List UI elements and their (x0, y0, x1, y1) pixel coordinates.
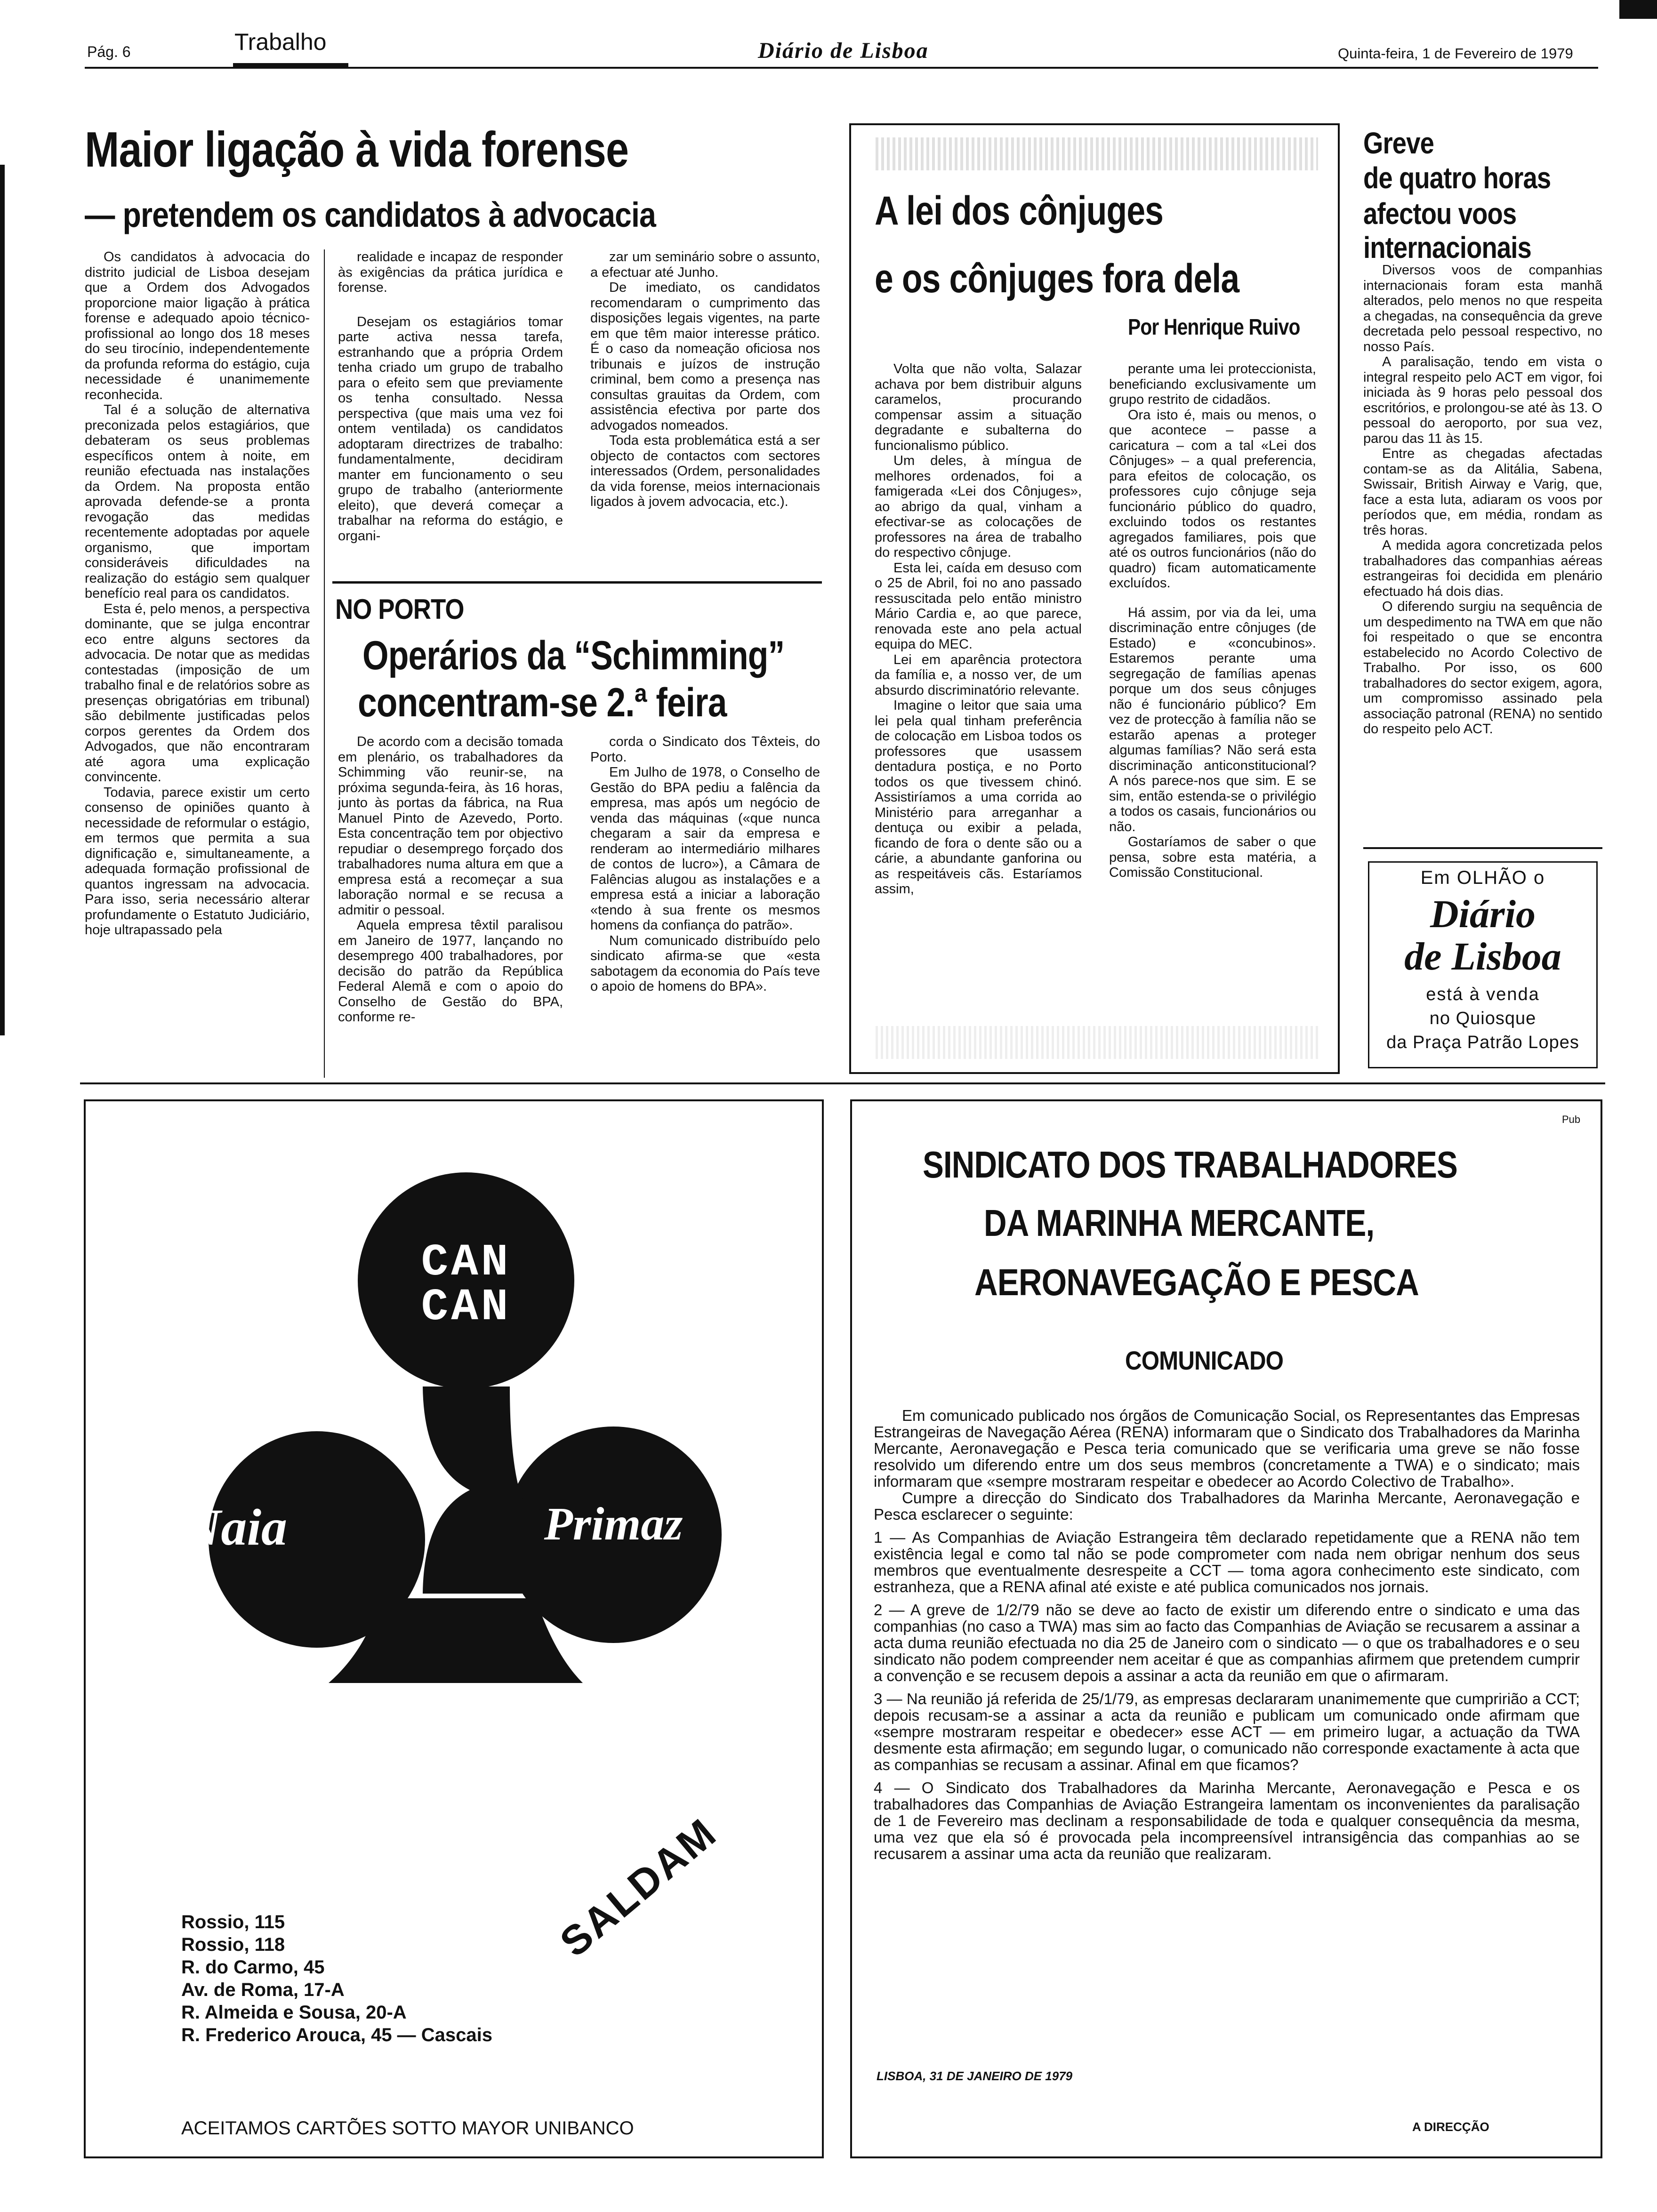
olhao-line-3: no Quiosque (1429, 1009, 1536, 1028)
paragraph: Esta lei, caída em desuso com o 25 de Abril, foi no ano passado ressuscitada pelo então ministro Mário Cardia e, ao que parece, renovada este ano pela actual equipa do MEC. (875, 560, 1082, 652)
notice-item: 1 — As Companhias de Aviação Estrangeira têm declarado repetidamente que a RENA não tem existência legal e como tal não se pode comprometer com nada nem obrigar nenhum dos seus membros que eventualmente desrespeite a CCT — toma agora conhecimento este sindicato, com estranheza, que a RENA afinal até existe e até publica comunicados nos jornais. (874, 1529, 1580, 1595)
porto-headline-2: concentram-se 2.ª feira (358, 680, 727, 725)
paragraph: Diversos voos de companhias internacionais foram esta manhã alterados, pelo menos no que respeita a chegadas, na consequência da greve decretada pelo pessoal respectivo, no nosso País. (1363, 263, 1602, 354)
porto-top-rule (332, 581, 822, 584)
union-title-1: SINDICATO DOS TRABALHADORES (923, 1144, 1457, 1186)
intro-paragraph: Em comunicado publicado nos órgãos de Comunicação Social, os Representantes das Empresas Estrangeiras de Navegação Aérea (RENA) informaram que o Sindicato dos Trabalhadores da Marinha Mercante, Aeronavegação e Pesca teria comunicado que se verificaria uma greve se não fosse resolvido um diferendo entre um dos seus membros (concretamente a TWA) e o sindicato; mais informaram que «sempre mostraram respeitar e obedecer ao Acordo Colectivo de Trabalho». (874, 1407, 1580, 1490)
greve-headline-3: afectou voos (1363, 197, 1517, 231)
paragraph: Entre as chegadas afectadas contam-se as da Alitália, Sabena, Swissair, British Airway e Varig, que, face a esta luta, adiaram os voos por períodos que, em média, rondam as três horas. (1363, 446, 1602, 538)
column-rule (324, 249, 325, 1078)
paragraph: Ora isto é, mais ou menos, o que acontece – passe a caricatura – com a tal «Lei dos Cônjuges» – a qual preferencia, para efeitos de colocação, os professores cujo cônjuge seja funcionário público do quadro, excluindo todos os restantes agregados familiares, pois que até os outros funcionários (não do quadro) ficam automaticamente excluídos. (1109, 407, 1316, 591)
paragraph: corda o Sindicato dos Têxteis, do Porto. (590, 734, 820, 765)
greve-headline-1: Greve (1363, 126, 1434, 160)
conjuges-headline-1: A lei dos cônjuges (875, 188, 1164, 233)
lead-col-3 (590, 249, 820, 569)
conjuges-halftone (876, 137, 1318, 170)
greve-body (1363, 263, 1602, 846)
notice-signature: A DIRECÇÃO (1412, 2120, 1489, 2134)
left-edge-bar (0, 165, 5, 1035)
union-body (874, 1407, 1580, 1862)
conjuges-headline-2: e os cônjuges fora dela (875, 256, 1239, 301)
paragraph: Aquela empresa têxtil paralisou em Janeiro de 1977, lançando no desemprego 400 trabalhadores, por decisão do patrão da República Federal Alemã e com o apoio do Conselho de Gestão do BPA, conforme re- (338, 918, 563, 1025)
paragraph: Tal é a solução de alternativa preconizada pelos estagiários, que debateram os seus problemas específicos ontem à noite, em reunião efectuada nas instalações da Ordem. Na proposta então aprovada defende-se a pronta revogação das medidas recentemente adoptadas por aquele organismo, que importam consideráveis dificuldades na realização do estágio sem qualquer benefício real para os candidatos. (85, 402, 310, 601)
greve-headline-4: internacionais (1363, 231, 1531, 264)
paragraph: Lei em aparência protectora da família e, a nosso ver, de um absurdo discriminatório relevante. (875, 652, 1082, 698)
paragraph: Toda esta problemática está a ser objecto de contactos com sectores interessados (Ordem, personalidades da vida forense, meios internacionais ligados à jovem advocacia, etc.). (590, 433, 820, 509)
address-line: R. Almeida e Sousa, 20-A (181, 2002, 407, 2023)
olhao-logo-2: de Lisboa (1404, 935, 1561, 978)
lead-col-2 (338, 249, 563, 569)
paragraph: Todavia, parece existir um certo consenso de opiniões quanto à necessidade de reformular o estágio, em termos que permita a sua dignificação e, simultaneamente, a adequada formação profissional de quantos ingressam na advocacia. Para isso, seria necessário alterar profundamente o Estatuto Judiciário, hoje ultrapassado pela (85, 785, 310, 938)
address-line: Rossio, 115 (181, 1912, 285, 1932)
can-logo-bottom: CAN (421, 1282, 511, 1333)
paragraph: Volta que não volta, Salazar achava por bem distribuir alguns caramelos, procurando compensar assim a situação degradante e subalterna do funcionalismo público. (875, 361, 1082, 453)
greve-bottom-rule (1363, 847, 1602, 849)
paragraph: Desejam os estagiários tomar parte activa nessa tarefa, estranhando que a própria Ordem tenha criado um grupo de trabalho para o efeito sem que previamente os tenha consultado. Nessa perspectiva (que mais uma vez foi ontem ventilada) os candidatos adoptaram directrizes de trabalho: fundamentalmente, decidiram manter em funcionamento o seu grupo de trabalho (anteriormente eleito), que deverá começar a trabalhar na reforma do estágio, e organi- (338, 314, 563, 544)
olhao-line-4: da Praça Patrão Lopes (1386, 1033, 1579, 1052)
olhao-line-2: está à venda (1426, 985, 1540, 1004)
byline: Por Henrique Ruivo (1128, 315, 1300, 340)
paragraph: perante uma lei proteccionista, beneficiando exclusivamente um grupo restrito de cidadãos. (1109, 361, 1316, 407)
lead-subhead: — pretendem os candidatos à advocacia (85, 195, 656, 234)
notice-item: 4 — O Sindicato dos Trabalhadores da Marinha Mercante, Aeronavegação e Pesca e os trabalhadores das Companhias de Aviação Estrangeira lamentam os inconvenientes da paralisação de 1 de Fevereiro mas declinam a responsabilidade de toda e qualquer consequência da mesma, uma vez que ela só é provocada pela incompreensível intransigência das companhias ao se recusarem a assinar uma acta da reunião que realizaram. (874, 1779, 1580, 1862)
notice-item: 2 — A greve de 1/2/79 não se deve ao facto de existir um diferendo entre o sindicato e uma das companhias (no caso a TWA) mas sim ao facto das Companhias de Aviação se recusarem a assinar a acta duma reunião efectuada no dia 25 de Janeiro com o sindicato — o que os trabalhadores e o seu sindicato não podem compreender nem aceitar é que as companhias afirmem que pretendem cumprir a convenção e se recusem depois a assinar a acta da reunião em que o afirmaram. (874, 1601, 1580, 1684)
address-line: R. do Carmo, 45 (181, 1957, 325, 1978)
paragraph: Imagine o leitor que saia uma lei pela qual tinham preferência de colocação em Lisboa todos os professores que usassem dentadura postiça, e no Porto todos os que tivessem chinó. Assistiríamos a uma corrida ao Ministério para arreganhar a dentuça ou exibir a pelada, ficando de fora o dente são ou a cárie, a abundante ganforina ou as respeitáveis cãs. Estaríamos assim, (875, 698, 1082, 897)
section-underline (233, 63, 348, 69)
porto-kicker: NO PORTO (335, 593, 464, 625)
right-edge-bar (1619, 0, 1657, 19)
lead-col-1 (85, 249, 310, 1078)
paragraph: De acordo com a decisão tomada em plenário, os trabalhadores da Schimming vão reunir-se, na próxima segunda-feira, às 16 horas, junto às portas da fábrica, na Rua Manuel Pinto de Azevedo, Porto. Esta concentração tem por objectivo repudiar o desemprego forçado dos trabalhadores numa altura em que a empresa está a recomeçar a sua laboração normal e se recusa a admitir o pessoal. (338, 734, 563, 918)
ad-graphic (84, 1099, 824, 1815)
address-line: Rossio, 118 (181, 1934, 285, 1955)
conjuges-col-1 (875, 361, 1082, 1011)
conjuges-col-2 (1109, 361, 1316, 1011)
pub-label: Pub (1562, 1114, 1581, 1125)
page-header (0, 0, 1657, 80)
conjuges-bottom-halftone (876, 1026, 1318, 1059)
store-addresses (181, 1911, 605, 2046)
paragraph: Gostaríamos de saber o que pensa, sobre esta matéria, a Comissão Constitucional. (1109, 834, 1316, 880)
paragraph: A paralisação, tendo em vista o integral respeito pelo ACT em vigor, foi iniciada às 9 horas pelo pessoal dos escritórios, e prolongou-se até às 13. O pessoal do aeroporto, por sua vez, parou das 11 às 15. (1363, 354, 1602, 446)
can-logo-top: CAN (421, 1237, 511, 1288)
olhao-line-1: Em OLHÃO o (1420, 867, 1545, 888)
section-name: Trabalho (234, 29, 327, 55)
masthead: Diário de Lisboa (758, 38, 929, 63)
paragraph: Num comunicado distribuído pelo sindicato afirma-se que «esta sabotagem da economia do País teve o apoio de homens do BPA». (590, 933, 820, 994)
olhao-box (1368, 861, 1598, 1068)
porto-col-1 (338, 734, 563, 1078)
union-subtitle: COMUNICADO (1125, 1346, 1284, 1375)
mid-page-rule (80, 1082, 1605, 1084)
lead-headline: Maior ligação à vida forense (85, 122, 629, 177)
olhao-logo-1: Diário (1430, 892, 1536, 936)
issue-date: Quinta-feira, 1 de Fevereiro de 1979 (1338, 45, 1573, 62)
paragraph: zar um seminário sobre o assunto, a efectuar até Junho. (590, 249, 820, 280)
paragraph: realidade e incapaz de responder às exigências da prática jurídica e forense. (338, 249, 563, 295)
paragraph: Há assim, por via da lei, uma discriminação entre cônjuges (de Estado) e «concubinos». Estaremos perante uma segregação de famílias apenas porque um dos seus cônjuges não é funcionário público? Em vez de protecção à família não se estarão apenas a proteger algumas famílias? Não será esta discriminação anticonstitucional? A nós parece-nos que sim. E se sim, então estenda-se o privilégio a todos os casais, funcionários ou não. (1109, 605, 1316, 834)
paragraph: Esta é, pelo menos, a perspectiva dominante, que se julga encontrar eco entre alguns sectores da advocacia. De notar que as medidas contestadas (imposição de um trabalho final e de relatórios sobre as presenças obrigatórias em tribunal) são debilmente justificadas pelos corpos gerentes da Ordem dos Advogados, que não encontraram até agora uma explicação convincente. (85, 601, 310, 785)
paragraph: O diferendo surgiu na sequência de um despedimento na TWA em que não foi respeitado o que se encontra estabelecido no Acordo Colectivo de Trabalho. Por isso, os 600 trabalhadores do sector exigem, agora, um compromisso assinado pela associação patronal (RENA) no sentido do respeito pelo ACT. (1363, 599, 1602, 737)
greve-headline-2: de quatro horas (1363, 161, 1551, 195)
saldam-label: SALDAM (551, 1809, 726, 1966)
union-title-2: DA MARINHA MERCANTE, (984, 1202, 1375, 1244)
paragraph: Os candidatos à advocacia do distrito judicial de Lisboa desejam que a Ordem dos Advogados proporcione maior ligação à prática forense e adequado apoio técnico-profissional ao longo dos 18 meses do seu tirocínio, independentemente da profunda reforma do estágio, cuja necessidade é unanimemente reconhecida. (85, 249, 310, 402)
primaz-brand: Primaz (544, 1498, 683, 1550)
cards-accepted: ACEITAMOS CARTÕES SOTTO MAYOR UNIBANCO (181, 2118, 634, 2139)
naia-brand: Naia (184, 1499, 287, 1556)
page-number: Pág. 6 (87, 43, 131, 60)
notice-item: 3 — Na reunião já referida de 25/1/79, as empresas declararam unanimemente que cumpririão a CCT; depois recusam-se a assinar a acta da reunião e publicam um comunicado onde afirmam que «sempre mostraram respeitar e obedecer» esse ACT — em primeiro lugar, a actuação da TWA desmente esta afirmação; em segundo lugar, o comunicado não corresponde exactamente à acta que as companhias se recusam a assinar. Afinal em que ficamos? (874, 1690, 1580, 1773)
address-line: Av. de Roma, 17-A (181, 1980, 345, 2000)
intro-paragraph: Cumpre a direcção do Sindicato dos Trabalhadores da Marinha Mercante, Aeronavegação e Pesca esclarecer o seguinte: (874, 1489, 1580, 1523)
porto-col-2 (590, 734, 820, 1078)
paragraph: De imediato, os candidatos recomendaram o cumprimento das disposições legais vigentes, na parte em que têm maior interesse prático. É o caso da nomeação oficiosa nos tribunais e juízos de instrução criminal, bem como a presença nas consultas grauitas da Ordem, com assistência efectiva por parte dos advogados nomeados. (590, 280, 820, 433)
address-line: R. Frederico Arouca, 45 — Cascais (181, 2025, 493, 2045)
porto-headline-1: Operários da “Schimming” (362, 633, 785, 678)
paragraph: Um deles, à míngua de melhores ordenados, foi a famigerada «Lei dos Cônjuges», ao abrigo da qual, vinham a efectivar-se as colocações de professores na área de trabalho do respectivo cônjuge. (875, 453, 1082, 560)
notice-place-date: LISBOA, 31 DE JANEIRO DE 1979 (877, 2069, 1073, 2083)
paragraph: A medida agora concretizada pelos trabalhadores das companhias aéreas estrangeiras foi decidida em plenário efectuado há dois dias. (1363, 538, 1602, 599)
paragraph: Em Julho de 1978, o Conselho de Gestão do BPA pediu a falência da empresa, mas após um negócio de venda das máquinas («que nunca chegaram a sair da empresa e renderam ao intermediário milhares de contos de lucro»), a Câmara de Falências alugou as instalações e a empresa está a iniciar a laboração «tendo à sua frente os mesmos homens da confiança do patrão». (590, 765, 820, 933)
union-title-3: AERONAVEGAÇÃO E PESCA (974, 1261, 1419, 1303)
